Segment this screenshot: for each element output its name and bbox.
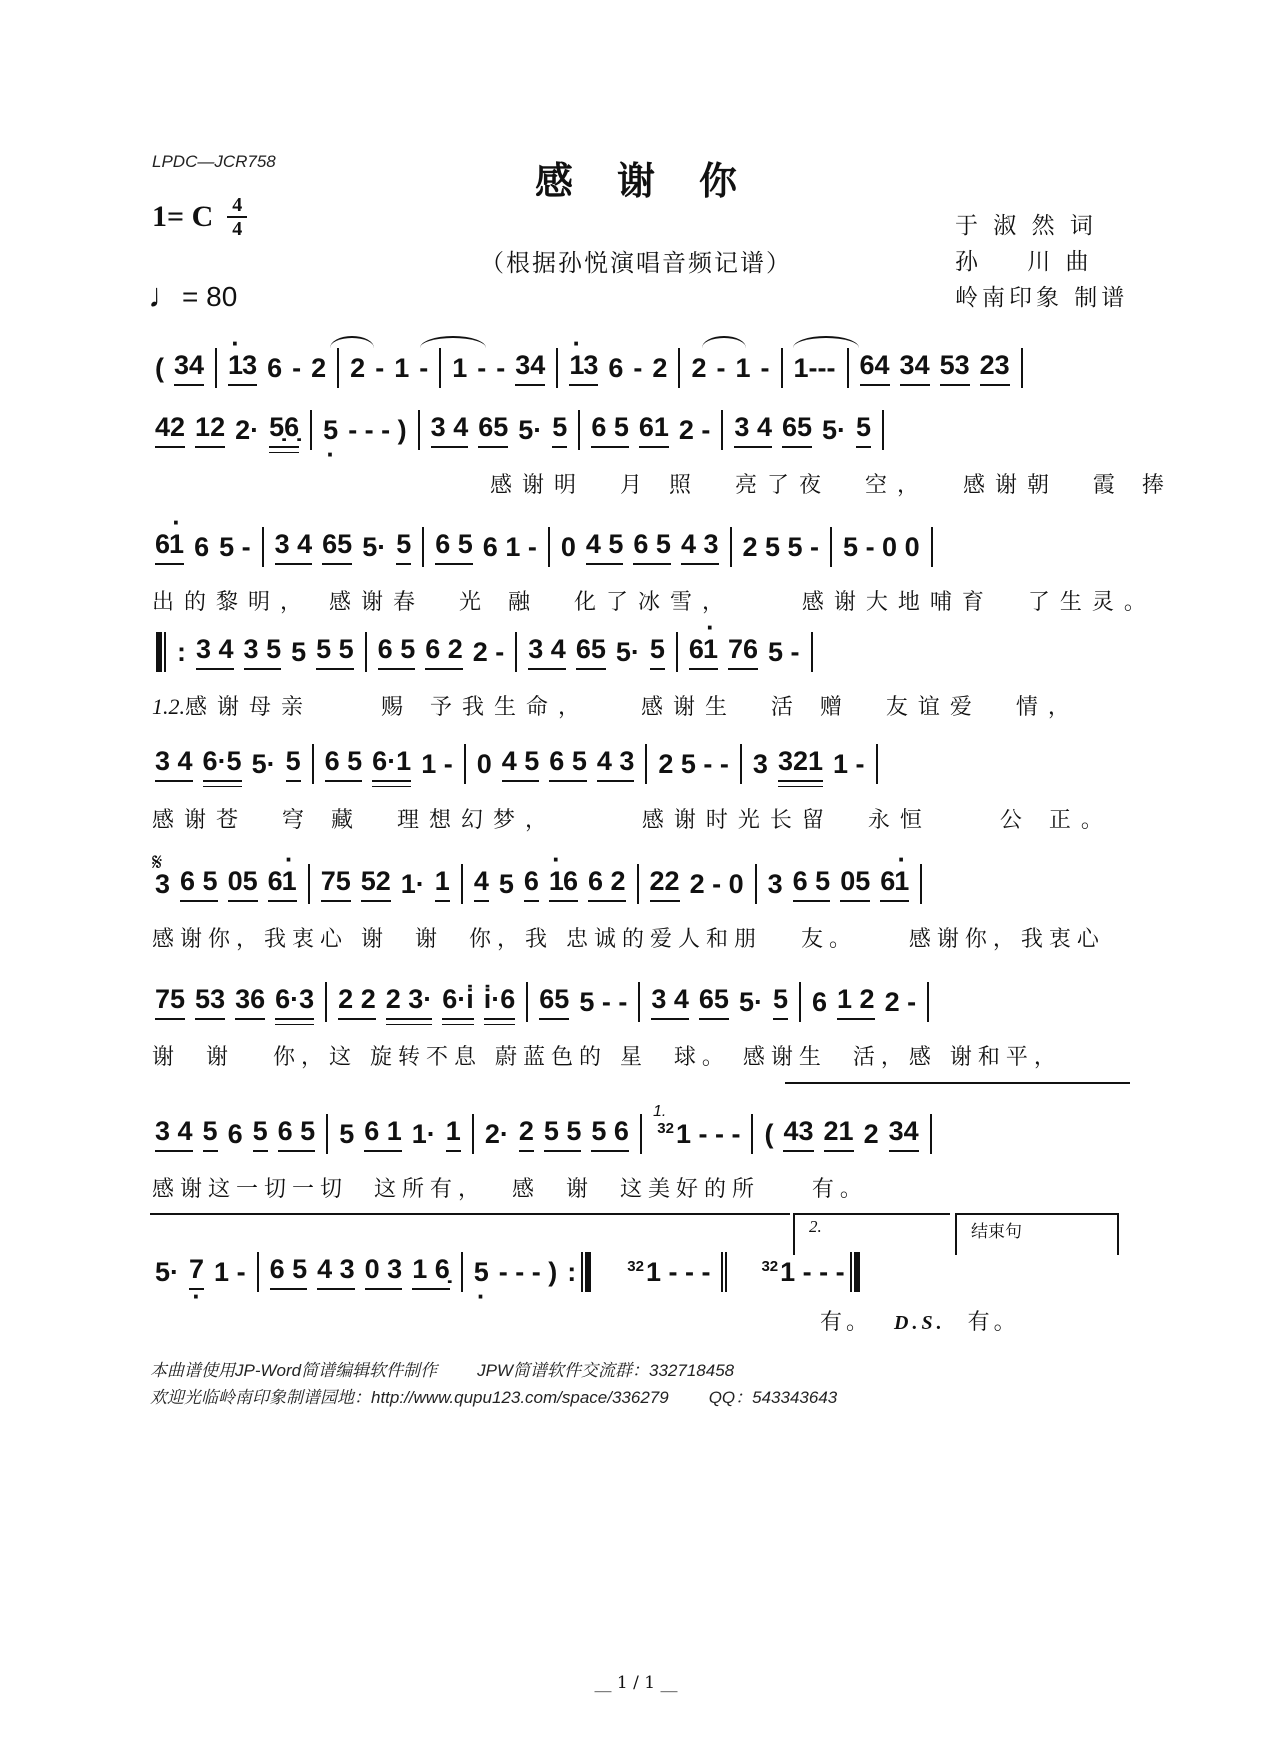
barline (548, 527, 550, 567)
note: 6 (268, 866, 283, 902)
note: 4 3 (317, 1254, 355, 1290)
barline (751, 1114, 753, 1154)
note: · 1 (169, 529, 184, 565)
score-row-3 (150, 525, 1130, 569)
note: 5 6 (591, 1116, 629, 1152)
note: 2 2 (338, 984, 376, 1020)
tempo-marking (148, 277, 237, 316)
note: 6 1 - (482, 531, 537, 562)
note: 5 (856, 412, 871, 448)
barline (721, 410, 723, 450)
note: 6·i̇ (442, 984, 474, 1020)
note: 21 (824, 1116, 854, 1152)
note: 2 - (884, 986, 917, 1017)
tie-slur (793, 336, 859, 348)
note: 3 4 (275, 529, 313, 565)
note: 75 (321, 866, 351, 902)
footer-qq: QQ：543343643 (708, 1388, 838, 1407)
repeat-start (156, 632, 166, 672)
note: 6 5 (270, 1254, 308, 1290)
note: 42 (155, 412, 185, 448)
barline (638, 982, 640, 1022)
final-barline (850, 1252, 860, 1292)
note: 65 (782, 412, 812, 448)
tie-slur (330, 336, 374, 348)
note: 2 - (678, 414, 711, 445)
footer-group-number: JPW简谱软件交流群：332718458 (477, 1361, 735, 1380)
barline (439, 348, 441, 388)
note: · 1 (569, 350, 584, 386)
note: 6 (155, 529, 170, 565)
barline (678, 348, 680, 388)
time-sig-bottom: 4 (232, 218, 243, 240)
note: : (177, 636, 186, 667)
note: 5 - - (579, 986, 628, 1017)
note: : (567, 1256, 577, 1287)
note: · 1 (894, 866, 909, 902)
note: 2 (519, 1116, 534, 1152)
note: 5· (738, 986, 763, 1017)
note: 6 5 (435, 529, 473, 565)
note: 75 (155, 984, 185, 1020)
note: 6 (227, 1118, 243, 1149)
barline (755, 864, 757, 904)
note: 52 (361, 866, 391, 902)
note: 5 (286, 746, 301, 782)
note: 5· (615, 636, 640, 667)
lyrics-line: 出的黎明， 感谢春 光 融 化了冰雪， 感谢大地哺育 了生灵。 (152, 590, 1156, 615)
note: · 1 (282, 866, 297, 902)
note: 53 (940, 350, 970, 386)
note: 0 (560, 531, 576, 562)
note: 6 (524, 866, 539, 902)
key-label: 1= C (152, 200, 214, 233)
footer-website[interactable]: 欢迎光临岭南印象制谱园地：http://www.qupu123.com/space/336279 (150, 1388, 669, 1407)
ending-label: 结束句 (971, 1222, 1022, 1242)
note: 6 5 (549, 746, 587, 782)
note: 5 · (323, 415, 338, 446)
note: 6 5 (325, 746, 363, 782)
note: 5 (339, 1118, 355, 1149)
barline (920, 864, 922, 904)
note: ( (155, 352, 164, 383)
note: 34 (515, 350, 545, 386)
note: 5 (203, 1116, 218, 1152)
barline (312, 744, 314, 784)
note: · 1 (228, 350, 243, 386)
score-row-7 (150, 980, 1130, 1024)
note: - (496, 352, 506, 383)
note: 5 (253, 1116, 268, 1152)
barline (418, 410, 420, 450)
note: 3 4 (431, 412, 469, 448)
note: 0 (476, 748, 492, 779)
barline (365, 632, 367, 672)
barline (645, 744, 647, 784)
volta-label-1: 1. (652, 1103, 667, 1120)
note: 6 5 (180, 866, 218, 902)
note: - (375, 352, 385, 383)
note: 6·1 (372, 746, 411, 782)
repeat-end (581, 1252, 591, 1292)
note: 6 5 (378, 634, 416, 670)
barline (811, 632, 813, 672)
note: 2 (652, 352, 668, 383)
note: 65 (322, 529, 352, 565)
note: 1 - (421, 748, 453, 779)
page-number: __ 1 / 1 __ (594, 1673, 678, 1693)
note: 1 (394, 352, 410, 383)
note: 5· (251, 748, 276, 779)
note: 3 (752, 748, 768, 779)
ds-marking: D.S. (894, 1312, 946, 1334)
note: 6 (194, 531, 210, 562)
barline (526, 982, 528, 1022)
grace-note: 32 (761, 1257, 779, 1275)
footer (150, 1357, 877, 1411)
barline (931, 527, 933, 567)
lyrics-line: 感谢苍 穹 藏 理想幻梦， 感谢时光长留 永恒 公 正。 (152, 808, 1113, 833)
coda-bracket (955, 1213, 1119, 1255)
note: 3 (767, 868, 783, 899)
note: 1 (735, 352, 751, 383)
barline (461, 864, 463, 904)
note: 3 4 (734, 412, 772, 448)
note: 3 (155, 868, 171, 899)
note: 65 (699, 984, 729, 1020)
lyrics-line: 1.2.感谢母亲 赐 予我生命， 感谢生 活 赠 友谊爱 情， (152, 694, 1080, 720)
note: 2 5 5 - (742, 531, 820, 562)
note: 22 (650, 866, 680, 902)
note: 2 (311, 352, 327, 383)
note: - - - ) (348, 414, 407, 445)
note: 3 4 (155, 746, 193, 782)
grace-note: 32 (657, 1119, 674, 1137)
note: 1 6̣ (412, 1254, 450, 1290)
note: 6 5 (591, 412, 629, 448)
lyrics-line: 有。 D.S. 有。 (820, 1310, 1020, 1335)
subtitle: （根据孙悦演唱音频记谱） (480, 249, 792, 277)
note: - (760, 352, 770, 383)
note: 1 2 (837, 984, 875, 1020)
grace-note: 32 (627, 1257, 644, 1275)
note: 3 4 (651, 984, 689, 1020)
note: 6 2 (588, 866, 626, 902)
note: 3 (583, 350, 598, 386)
note: 5 (552, 412, 567, 448)
barline (422, 527, 424, 567)
note: 2 (863, 1118, 879, 1149)
double-barline (721, 1252, 727, 1292)
key-signature (152, 195, 247, 239)
note: 6 (811, 986, 828, 1017)
note: 1· (411, 1118, 436, 1149)
note: 61 (639, 412, 669, 448)
note: 4 3 (681, 529, 719, 565)
title-char: 谢 (616, 158, 655, 203)
barline (310, 410, 312, 450)
note: 3 4 (196, 634, 234, 670)
score-row-8 (150, 1103, 1130, 1156)
note: - (292, 352, 302, 383)
note: · 1 (549, 866, 564, 902)
note: 6·5 (203, 746, 242, 782)
note: 5 (650, 634, 665, 670)
note: 5 · (474, 1257, 489, 1288)
barline (640, 1114, 642, 1154)
barline (262, 527, 264, 567)
tempo-value: = 80 (182, 280, 238, 312)
note: 5 - 0 0 (843, 531, 920, 562)
note: 4 3 (597, 746, 635, 782)
note: 2 5 - - (658, 748, 729, 779)
note: 2 - 0 (689, 868, 744, 899)
barline (326, 1114, 328, 1154)
barline (882, 410, 884, 450)
barline (337, 348, 339, 388)
note: ( (764, 1118, 774, 1149)
note: 5 (498, 868, 514, 899)
note: 5· (155, 1256, 180, 1287)
note: 65 (539, 984, 569, 1020)
volta-bracket-2 (793, 1213, 950, 1255)
lyrics-line: 感谢明 月 照 亮了夜 空， 感谢朝 霞 捧 (490, 473, 1174, 498)
note: 4 (474, 866, 489, 902)
note: 5 - (768, 636, 800, 667)
quarter-note-icon: ♩ (148, 277, 182, 315)
note: 65 (576, 634, 606, 670)
score-row-6 (150, 862, 1130, 906)
note: 2 - (472, 636, 505, 667)
title-char: 感 (534, 158, 573, 203)
barline (578, 410, 580, 450)
note: 6 5 (278, 1116, 316, 1152)
note: - (633, 352, 643, 383)
note: 7 · (189, 1254, 204, 1290)
note: - - - ) (498, 1256, 558, 1287)
volta-label-2: 2. (809, 1217, 822, 1236)
barline (637, 864, 639, 904)
note: 53 (195, 984, 225, 1020)
barline (781, 348, 783, 388)
note: 12 (195, 412, 225, 448)
note: i̇·6 (484, 984, 516, 1020)
note: 76 (728, 634, 758, 670)
note: 64 (860, 350, 890, 386)
note: 3 4 (528, 634, 566, 670)
note: - (419, 352, 429, 383)
volta-bracket-line (150, 1213, 790, 1215)
note: · 1 (703, 634, 718, 670)
barline (461, 1252, 463, 1292)
note: 2 (691, 352, 707, 383)
note: 5· (362, 531, 387, 562)
note: 5 5 (544, 1116, 582, 1152)
score-row-5 (150, 742, 1130, 786)
barline (556, 348, 558, 388)
tie-slur (420, 336, 486, 348)
barline (676, 632, 678, 672)
barline (1021, 348, 1023, 388)
note: 6 2 (425, 634, 463, 670)
lyrics-line: 感谢你，我衷心 谢 谢 你，我 忠诚的爱人和朋 友。 感谢你，我衷心 (152, 927, 1105, 952)
barline (876, 744, 878, 784)
footer-software-note: 本曲谱使用JP-Word简谱编辑软件制作 (150, 1361, 438, 1380)
note: 1 (452, 352, 468, 383)
note: 6 (563, 866, 578, 902)
note: 34 (174, 350, 204, 386)
score-row-1 (150, 346, 1130, 390)
barline (472, 1114, 474, 1154)
barline (257, 1252, 259, 1292)
note: 6 (689, 634, 704, 670)
lyrics-line: 感谢这一切一切 这所有， 感 谢 这美好的所 有。 (152, 1177, 868, 1202)
note: 34 (889, 1116, 919, 1152)
barline (740, 744, 742, 784)
note: 5 5 (316, 634, 354, 670)
barline (930, 1114, 932, 1154)
note: 6·3 (275, 984, 314, 1020)
score-row-4 (150, 630, 1130, 674)
barline (927, 982, 929, 1022)
note: 6 (608, 352, 624, 383)
tie-slur (702, 336, 746, 348)
barline (799, 982, 801, 1022)
note: $^{32}$1 - - - (657, 1118, 741, 1149)
note: 6 (267, 352, 283, 383)
barline (515, 632, 517, 672)
composer: 孙 川 曲 (955, 249, 1093, 275)
note: 5· (518, 414, 543, 445)
arranger: 岭南印象 制谱 (955, 285, 1129, 311)
note: 6 (880, 866, 895, 902)
barline (464, 744, 466, 784)
note: 05 (228, 866, 258, 902)
note: 5 - (219, 531, 251, 562)
lyrics-line: 谢 谢 你，这 旋转不息 蔚蓝色的 星 球。 感谢生 活，感 谢和平， (152, 1045, 1062, 1070)
note: 1--- (793, 352, 836, 383)
note: 5 (396, 529, 411, 565)
note: 4 5 (586, 529, 624, 565)
note: 3 4 (155, 1116, 193, 1152)
note: 2 (350, 352, 366, 383)
time-sig-top: 4 (232, 194, 243, 216)
note: 1 (435, 866, 450, 902)
note: 2· (484, 1118, 509, 1149)
note: 05 (840, 866, 870, 902)
note: 1 - (214, 1256, 246, 1287)
note: 6 5 (633, 529, 671, 565)
barline (830, 527, 832, 567)
note: 4 5 (502, 746, 540, 782)
time-signature (227, 195, 247, 239)
barline (308, 864, 310, 904)
note: 2· (235, 414, 260, 445)
note: 321 (778, 746, 823, 782)
score-row-9 (150, 1250, 1130, 1294)
note: - (716, 352, 726, 383)
note: 1· (400, 868, 425, 899)
score-code: LPDC—JCR758 (152, 152, 276, 171)
note: 43 (783, 1116, 813, 1152)
note: - (477, 352, 487, 383)
note: $^{32}$1 - - - (761, 1256, 845, 1287)
note: 6 5 (793, 866, 831, 902)
credits (955, 208, 1128, 316)
note: 5 (291, 636, 307, 667)
note: 1 (446, 1116, 461, 1152)
note: 1 - (833, 748, 865, 779)
note: 65 (478, 412, 508, 448)
barline (847, 348, 849, 388)
note: 3 (242, 350, 257, 386)
note: 34 (900, 350, 930, 386)
note: 36 (235, 984, 265, 1020)
title-char: 你 (699, 158, 738, 203)
note: 2 3· (386, 984, 433, 1020)
note: 5· (822, 414, 847, 445)
barline (730, 527, 732, 567)
note: 3 5 (244, 634, 282, 670)
note: 5 (773, 984, 788, 1020)
score-row-2 (150, 408, 1130, 452)
note: 23 (980, 350, 1010, 386)
note: 6 1 (364, 1116, 402, 1152)
segno-icon: 𝄋 (152, 848, 163, 876)
barline (215, 348, 217, 388)
note: $^{32}$1 - - - (627, 1256, 711, 1287)
lyricist: 于 淑 然 词 (955, 213, 1097, 239)
note: 5̣6̣ (269, 412, 299, 448)
note: 0 3 (365, 1254, 403, 1290)
barline (325, 982, 327, 1022)
